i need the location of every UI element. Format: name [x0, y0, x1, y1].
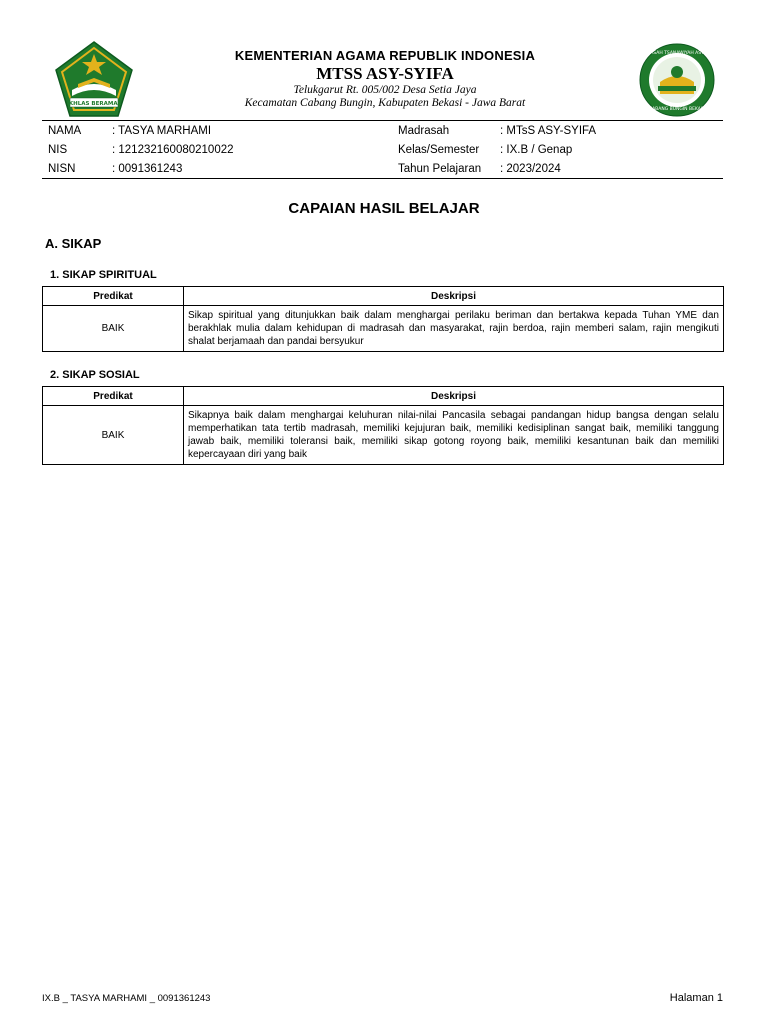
madrasah-value: : MTsS ASY-SYIFA: [500, 125, 597, 137]
predikat-cell: BAIK: [43, 406, 184, 465]
school-name: MTSS ASY-SYIFA: [316, 64, 454, 83]
sikap-spiritual-table: [42, 286, 724, 352]
subheading-sikap-spiritual: 1. SIKAP SPIRITUAL: [50, 269, 157, 281]
tahun-pelajaran-value: : 2023/2024: [500, 163, 561, 175]
table-header-row: [43, 287, 724, 306]
sikap-sosial-table: [42, 386, 724, 465]
nisn-value: : 0091361243: [112, 163, 183, 175]
table-header-row: [43, 387, 724, 406]
table-row: [43, 306, 724, 352]
page-title: CAPAIAN HASIL BELAJAR: [288, 200, 480, 217]
section-heading-sikap: A. SIKAP: [45, 236, 102, 251]
school-address-line2: Kecamatan Cabang Bungin, Kabupaten Bekasi - Jawa Barat: [244, 97, 526, 109]
nisn-label: NISN: [48, 163, 76, 175]
ministry-name: KEMENTERIAN AGAMA REPUBLIK INDONESIA: [234, 48, 536, 63]
nama-label: NAMA: [48, 125, 82, 137]
header-top-divider: [42, 120, 723, 121]
deskripsi-cell: Sikap spiritual yang ditunjukkan baik dalam menghargai perilaku beriman dan bertakwa kepada Tuhan YME dan berakhlak mulia dalam kehidupan di madrasah dan masyarakat, rajin berdoa, rajin memberi salam, rajin mengikuti shalat berjamaah dan pandai bersyukur: [184, 306, 724, 352]
table-row: [43, 406, 724, 465]
left-logo-text: IKHLAS BERAMAL: [66, 101, 122, 107]
column-header-predikat: Predikat: [43, 287, 184, 306]
madrasah-label: Madrasah: [398, 125, 450, 137]
deskripsi-cell: Sikapnya baik dalam menghargai keluhuran nilai-nilai Pancasila sebagai pandangan hidup bangsa dengan selalu memperhatikan tata tertib madrasah, memiliki kejujuran baik, memiliki kedisiplinan sangat baik, memiliki tanggung jawab baik, memiliki toleransi baik, memiliki sikap gotong royong baik, memiliki kesantunan baik dan memiliki kepercayaan diri yang baik: [184, 406, 724, 465]
nis-label: NIS: [48, 144, 68, 156]
school-emblem-icon: [638, 42, 716, 118]
column-header-deskripsi: Deskripsi: [184, 287, 724, 306]
nama-value: : TASYA MARHAMI: [112, 125, 212, 137]
footer-page-number: Halaman 1: [669, 992, 723, 1004]
kelas-semester-label: Kelas/Semester: [398, 144, 480, 156]
right-logo-bottom-text: CABANG BUNGIN BEKASI: [648, 107, 706, 112]
nis-value: : 121232160080210022: [112, 144, 234, 156]
predikat-cell: BAIK: [43, 306, 184, 352]
report-header: [0, 0, 768, 120]
kemenag-emblem-icon: [52, 40, 136, 118]
school-address-line1: Telukgarut Rt. 005/002 Desa Setia Jaya: [293, 84, 477, 96]
footer-student-id: IX.B _ TASYA MARHAMI _ 0091361243: [42, 993, 211, 1004]
kelas-semester-value: : IX.B / Genap: [500, 144, 573, 156]
subheading-sikap-sosial: 2. SIKAP SOSIAL: [50, 369, 140, 381]
column-header-deskripsi: Deskripsi: [184, 387, 724, 406]
column-header-predikat: Predikat: [43, 387, 184, 406]
info-bottom-divider: [42, 178, 723, 179]
tahun-pelajaran-label: Tahun Pelajaran: [398, 163, 482, 175]
right-logo-top-text: MADRASAH TSANAWIYAH ASY-SYIFA: [638, 51, 716, 56]
